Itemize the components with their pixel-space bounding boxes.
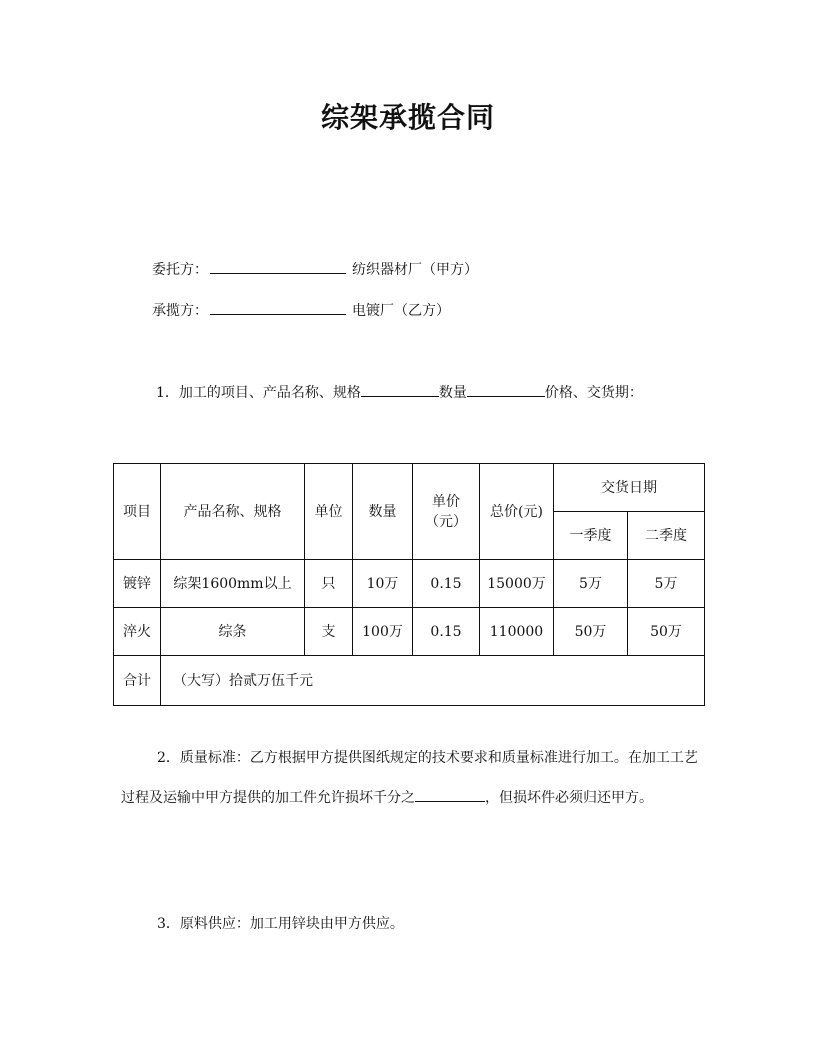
row-name-spec: 综条 [161,608,305,656]
table-row [114,608,705,656]
contractor-blank [210,300,346,315]
row-q2: 50万 [628,608,705,656]
row-q1: 50万 [554,608,628,656]
table-header-row [114,464,705,512]
row-quantity: 10万 [353,560,413,608]
principal-label: 委托方： [152,262,208,278]
clause-2-part1: 2．质量标准：乙方根据甲方提供图纸规定的技术要求和质量标准进行加工。在加工工艺过程及运输中甲方提供的加工件允许损坏千分之 [121,750,698,806]
header-total-price: 总价(元) [480,464,554,560]
row-item: 淬火 [114,608,161,656]
quantity-blank [467,382,545,397]
processing-table [113,463,705,706]
principal-line [152,259,478,279]
row-q1: 5万 [554,560,628,608]
header-unit-price-line2: （元） [425,513,467,530]
document-title: 综架承揽合同 [320,101,495,134]
header-unit: 单位 [305,464,353,560]
clause-1-prefix: 1．加工的项目、产品名称、规格 [156,385,361,401]
clause-1-suffix: 价格、交货期： [544,385,643,401]
contractor-label: 承揽方： [152,303,208,319]
clause-1-mid: 数量 [438,385,467,401]
table-row [114,560,705,608]
total-label: 合计 [114,656,161,706]
header-name-spec: 产品名称、规格 [161,464,305,560]
row-unit: 只 [305,560,353,608]
clause-2-part2: ，但损坏件必须归还甲方。 [485,790,653,806]
clause-3 [121,904,707,944]
clause-3-text: 3．原料供应：加工用锌块由甲方供应。 [157,916,404,932]
principal-blank [210,259,346,274]
damage-rate-blank [415,787,485,802]
header-quantity: 数量 [353,464,413,560]
header-q2: 二季度 [628,512,705,560]
row-total: 15000万 [480,560,554,608]
spec-blank [361,382,439,397]
contractor-line [152,300,450,320]
header-delivery: 交货日期 [554,464,705,512]
row-name-spec: 综架1600mm以上 [161,560,305,608]
header-item: 项目 [114,464,161,560]
row-quantity: 100万 [353,608,413,656]
principal-name: 纺织器材厂（甲方） [352,262,478,278]
clause-2 [121,738,707,818]
row-unit-price: 0.15 [413,560,480,608]
contractor-name: 电镀厂（乙方） [352,303,450,319]
row-total: 110000 [480,608,554,656]
row-unit-price: 0.15 [413,608,480,656]
header-unit-price-line1: 单价 [432,493,460,510]
table-total-row [114,656,705,706]
row-q2: 5万 [628,560,705,608]
total-value: （大写）拾贰万伍千元 [161,656,705,706]
clause-1 [156,382,643,402]
row-unit: 支 [305,608,353,656]
header-q1: 一季度 [554,512,628,560]
header-unit-price [413,464,480,560]
row-item: 镀锌 [114,560,161,608]
